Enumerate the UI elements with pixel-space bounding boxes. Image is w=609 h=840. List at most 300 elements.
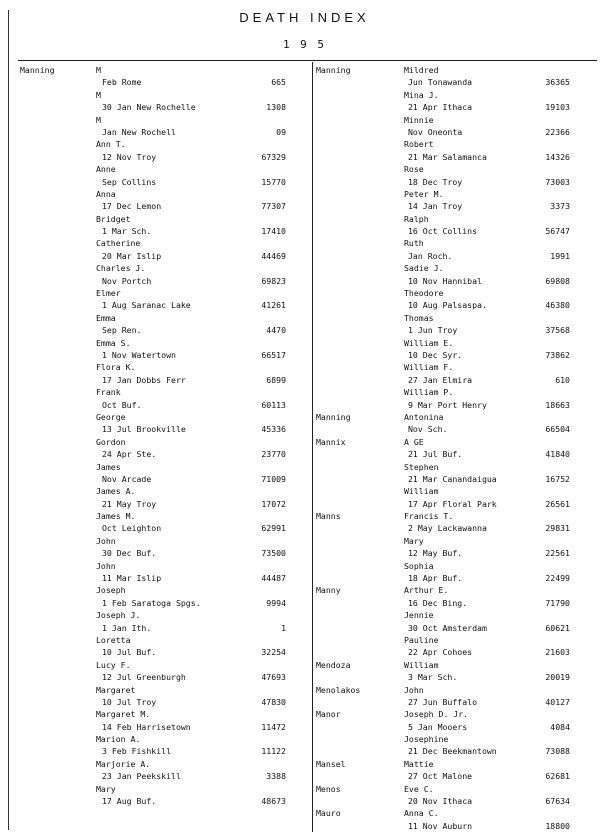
- index-entry: [316, 560, 598, 585]
- surname: Menolakos: [316, 684, 361, 695]
- date-place: 1 Jan Ith.: [102, 622, 152, 633]
- index-entry: [20, 237, 310, 262]
- given-name: Thomas: [404, 312, 434, 323]
- death-record: [20, 275, 310, 287]
- death-record: [316, 795, 598, 807]
- index-entry: [20, 337, 310, 362]
- death-record: [20, 423, 310, 435]
- given-name: John: [96, 560, 116, 571]
- certificate-number: 37568: [545, 325, 570, 336]
- death-record: [20, 200, 310, 212]
- certificate-number: 60113: [261, 399, 286, 410]
- death-record: [316, 646, 598, 658]
- surname: Manning: [20, 65, 55, 75]
- given-name: Joseph J.: [96, 610, 141, 621]
- index-entry: [20, 436, 310, 461]
- death-record: [20, 498, 310, 510]
- death-record: [20, 721, 310, 733]
- given-name: Marion A.: [96, 734, 141, 745]
- date-place: Nov Oneonta: [408, 126, 463, 137]
- death-record: [316, 622, 598, 634]
- certificate-number: 46380: [545, 300, 570, 311]
- surname: Manor: [316, 709, 341, 720]
- given-name: John: [404, 684, 424, 695]
- date-place: 5 Jan Mooers: [408, 721, 468, 732]
- death-record: [316, 498, 598, 510]
- date-place: Sep Collins: [102, 176, 157, 187]
- index-entry: [20, 287, 310, 312]
- date-place: 17 Jan Dobbs Ferr: [102, 374, 186, 385]
- index-entry: [316, 609, 598, 634]
- date-place: 9 Mar Port Henry: [408, 399, 487, 410]
- certificate-number: 11122: [261, 746, 286, 757]
- index-entry: [316, 708, 598, 733]
- death-record: [316, 547, 598, 559]
- date-place: 21 May Troy: [102, 498, 157, 509]
- given-name: Peter M.: [404, 188, 444, 199]
- death-record: [20, 473, 310, 485]
- given-name: Gordon: [96, 436, 126, 447]
- death-record: [20, 745, 310, 757]
- certificate-number: 17410: [261, 226, 286, 237]
- certificate-number: 14326: [545, 151, 570, 162]
- date-place: 12 Nov Troy: [102, 151, 157, 162]
- certificate-number: 17072: [261, 498, 286, 509]
- given-name: Joseph D. Jr.: [404, 709, 469, 720]
- surname: Manning: [316, 65, 351, 75]
- given-name: Joseph: [96, 585, 126, 596]
- date-place: 27 Jan Elmira: [408, 374, 473, 385]
- death-record: [20, 795, 310, 807]
- date-place: Sep Ren.: [102, 325, 142, 336]
- death-record: [316, 275, 598, 287]
- given-name: John: [96, 535, 116, 546]
- given-name: Charles J.: [96, 263, 146, 274]
- certificate-number: 22499: [545, 573, 570, 584]
- given-name: William E.: [404, 337, 454, 348]
- death-record: [20, 399, 310, 411]
- given-name: George: [96, 411, 126, 422]
- given-name: Robert: [404, 139, 434, 150]
- date-place: 10 Jul Buf.: [102, 647, 157, 658]
- certificate-number: 40127: [545, 696, 570, 707]
- death-record: [316, 299, 598, 311]
- certificate-number: 1: [281, 622, 286, 633]
- certificate-number: 62991: [261, 523, 286, 534]
- date-place: 16 Oct Collins: [408, 226, 478, 237]
- given-name: Eve C.: [404, 783, 434, 794]
- certificate-number: 22561: [545, 548, 570, 559]
- certificate-number: 29831: [545, 523, 570, 534]
- death-record: [316, 176, 598, 188]
- death-record: [316, 324, 598, 336]
- death-record: [316, 448, 598, 460]
- index-entry: [316, 411, 598, 436]
- certificate-number: 32254: [261, 647, 286, 658]
- date-place: 1 Aug Saranac Lake: [102, 300, 191, 311]
- certificate-number: 66504: [545, 424, 570, 435]
- column-divider: [312, 62, 313, 832]
- death-record: [20, 448, 310, 460]
- index-entry: [316, 461, 598, 486]
- index-entry: [316, 386, 598, 411]
- index-entry: [316, 89, 598, 114]
- certificate-number: 41840: [545, 449, 570, 460]
- death-record: [20, 349, 310, 361]
- index-entry: [20, 386, 310, 411]
- death-record: [316, 101, 598, 113]
- index-entry: [20, 560, 310, 585]
- death-record: [20, 176, 310, 188]
- date-place: 17 Apr Floral Park: [408, 498, 497, 509]
- surname: Mannix: [316, 436, 346, 447]
- given-name: Catherine: [96, 238, 141, 249]
- index-entry: [316, 287, 598, 312]
- death-record: [316, 250, 598, 262]
- certificate-number: 67329: [261, 151, 286, 162]
- index-entry: [20, 461, 310, 486]
- certificate-number: 09: [276, 126, 286, 137]
- index-entry: [20, 733, 310, 758]
- given-name: Mina J.: [404, 89, 439, 100]
- certificate-number: 1308: [266, 102, 286, 113]
- index-entry: [20, 485, 310, 510]
- given-name: Anne: [96, 164, 116, 175]
- surname: Manns: [316, 511, 341, 522]
- left-column: [20, 64, 310, 807]
- certificate-number: 23770: [261, 449, 286, 460]
- death-record: [20, 151, 310, 163]
- date-place: 10 Dec Syr.: [408, 349, 463, 360]
- certificate-number: 665: [271, 77, 286, 88]
- certificate-number: 18800: [545, 820, 570, 831]
- given-name: Frank: [96, 387, 121, 398]
- death-record: [20, 250, 310, 262]
- certificate-number: 9994: [266, 597, 286, 608]
- index-entry: [316, 535, 598, 560]
- index-entry: [316, 262, 598, 287]
- date-place: 1 Jun Troy: [408, 325, 458, 336]
- given-name: Ralph: [404, 213, 429, 224]
- surname: Menos: [316, 783, 341, 794]
- certificate-number: 3373: [550, 201, 570, 212]
- given-name: Mattie: [404, 758, 434, 769]
- death-record: [20, 76, 310, 88]
- date-place: Oct Leighton: [102, 523, 162, 534]
- date-place: 21 Jul Buf.: [408, 449, 463, 460]
- death-record: [316, 399, 598, 411]
- index-entry: [20, 609, 310, 634]
- index-entry: [20, 114, 310, 139]
- index-entry: [316, 188, 598, 213]
- death-record: [316, 76, 598, 88]
- death-record: [20, 126, 310, 138]
- given-name: Ann T.: [96, 139, 126, 150]
- index-entry: [316, 510, 598, 535]
- date-place: 1 Nov Watertown: [102, 349, 176, 360]
- date-place: 21 Mar Canandaigua: [408, 473, 497, 484]
- certificate-number: 610: [555, 374, 570, 385]
- date-place: 1 Mar Sch.: [102, 226, 152, 237]
- index-entry: [20, 535, 310, 560]
- surname: Mansel: [316, 758, 346, 769]
- given-name: William P.: [404, 387, 454, 398]
- death-record: [316, 225, 598, 237]
- certificate-number: 69808: [545, 275, 570, 286]
- date-place: 11 Mar Islip: [102, 573, 162, 584]
- date-place: 20 Nov Ithaca: [408, 796, 473, 807]
- certificate-number: 67634: [545, 796, 570, 807]
- certificate-number: 44487: [261, 573, 286, 584]
- index-entry: [20, 138, 310, 163]
- date-place: 18 Apr Buf.: [408, 573, 463, 584]
- date-place: 30 Oct Amsterdam: [408, 622, 487, 633]
- death-record: [316, 200, 598, 212]
- given-name: Pauline: [404, 634, 439, 645]
- index-entry: [316, 783, 598, 808]
- index-entry: [20, 361, 310, 386]
- given-name: Francis T.: [404, 511, 454, 522]
- surname: Mauro: [316, 808, 341, 819]
- certificate-number: 71790: [545, 597, 570, 608]
- index-entry: [316, 163, 598, 188]
- date-place: 17 Dec Lemon: [102, 201, 162, 212]
- given-name: Flora K.: [96, 362, 136, 373]
- certificate-number: 4084: [550, 721, 570, 732]
- index-entry: [316, 733, 598, 758]
- given-name: Ruth: [404, 238, 424, 249]
- death-record: [316, 745, 598, 757]
- death-record: [316, 473, 598, 485]
- given-name: Margaret: [96, 684, 136, 695]
- date-place: 27 Oct Malone: [408, 771, 473, 782]
- index-entry: [20, 213, 310, 238]
- given-name: Emma: [96, 312, 116, 323]
- certificate-number: 77307: [261, 201, 286, 212]
- given-name: James A.: [96, 486, 136, 497]
- index-entry: [20, 188, 310, 213]
- death-record: [20, 671, 310, 683]
- certificate-number: 4470: [266, 325, 286, 336]
- death-record: [20, 696, 310, 708]
- given-name: Rose: [404, 164, 424, 175]
- given-name: Arthur E.: [404, 585, 449, 596]
- index-entry: [316, 485, 598, 510]
- certificate-number: 19103: [545, 102, 570, 113]
- certificate-number: 73862: [545, 349, 570, 360]
- death-record: [20, 101, 310, 113]
- death-record: [316, 597, 598, 609]
- given-name: Mary: [96, 783, 116, 794]
- given-name: Loretta: [96, 634, 131, 645]
- given-name: M: [96, 114, 101, 125]
- given-name: Margaret M.: [96, 709, 151, 720]
- page-edge-line: [8, 10, 9, 830]
- death-record: [316, 820, 598, 832]
- death-record: [20, 374, 310, 386]
- certificate-number: 69823: [261, 275, 286, 286]
- date-place: 21 Mar Salamanca: [408, 151, 487, 162]
- date-place: 1 Feb Saratoga Spgs.: [102, 597, 201, 608]
- certificate-number: 36365: [545, 77, 570, 88]
- death-record: [20, 572, 310, 584]
- index-entry: [20, 89, 310, 114]
- given-name: Josephine: [404, 734, 449, 745]
- index-entry: [20, 684, 310, 709]
- death-record: [20, 522, 310, 534]
- date-place: 3 Mar Sch.: [408, 672, 458, 683]
- certificate-number: 71009: [261, 473, 286, 484]
- given-name: Stephen: [404, 461, 439, 472]
- index-entry: [316, 659, 598, 684]
- certificate-number: 1991: [550, 250, 570, 261]
- death-record: [20, 770, 310, 782]
- death-record: [316, 671, 598, 683]
- certificate-number: 15770: [261, 176, 286, 187]
- given-name: Bridget: [96, 213, 131, 224]
- certificate-number: 21603: [545, 647, 570, 658]
- index-entry: [316, 634, 598, 659]
- index-entry: [20, 758, 310, 783]
- index-entry: [316, 237, 598, 262]
- date-place: 10 Nov Hannibal: [408, 275, 482, 286]
- death-record: [316, 522, 598, 534]
- date-place: 18 Dec Troy: [408, 176, 463, 187]
- date-place: 13 Jul Brookville: [102, 424, 186, 435]
- certificate-number: 44469: [261, 250, 286, 261]
- certificate-number: 3388: [266, 771, 286, 782]
- index-entry: [316, 807, 598, 832]
- certificate-number: 73500: [261, 548, 286, 559]
- index-entry: [20, 783, 310, 808]
- given-name: M: [96, 65, 101, 75]
- death-record: [316, 696, 598, 708]
- index-entry: [316, 584, 598, 609]
- certificate-number: 73003: [545, 176, 570, 187]
- given-name: Sophia: [404, 560, 434, 571]
- certificate-number: 16752: [545, 473, 570, 484]
- index-entry: [316, 436, 598, 461]
- date-place: 22 Apr Cohoes: [408, 647, 473, 658]
- date-place: 27 Jun Buffalo: [408, 696, 478, 707]
- date-place: Nov Sch.: [408, 424, 448, 435]
- date-place: 10 Aug Palsaspa.: [408, 300, 487, 311]
- index-entry: [20, 163, 310, 188]
- index-entry: [20, 262, 310, 287]
- certificate-number: 18663: [545, 399, 570, 410]
- given-name: Antonina: [404, 411, 444, 422]
- index-entry: [316, 64, 598, 89]
- death-record: [20, 547, 310, 559]
- death-record: [20, 225, 310, 237]
- index-entry: [316, 312, 598, 337]
- certificate-number: 26561: [545, 498, 570, 509]
- index-entry: [316, 684, 598, 709]
- given-name: Anna: [96, 188, 116, 199]
- date-place: 3 Feb Fishkill: [102, 746, 172, 757]
- death-record: [316, 151, 598, 163]
- index-entry: [20, 510, 310, 535]
- death-record: [316, 721, 598, 733]
- date-place: 16 Dec Bing.: [408, 597, 468, 608]
- death-record: [316, 770, 598, 782]
- given-name: William: [404, 659, 439, 670]
- date-place: 21 Apr Ithaca: [408, 102, 473, 113]
- index-entry: [316, 337, 598, 362]
- given-name: William: [404, 486, 439, 497]
- date-place: 12 Jul Greenburgh: [102, 672, 186, 683]
- index-entry: [316, 758, 598, 783]
- date-place: 14 Feb Harrisetown: [102, 721, 191, 732]
- date-place: 14 Jan Troy: [408, 201, 463, 212]
- given-name: William F.: [404, 362, 454, 373]
- date-place: Jan Roch.: [408, 250, 453, 261]
- certificate-number: 62681: [545, 771, 570, 782]
- death-record: [20, 646, 310, 658]
- given-name: M: [96, 89, 101, 100]
- index-entry: [316, 138, 598, 163]
- surname: Mendoza: [316, 659, 351, 670]
- certificate-number: 22366: [545, 126, 570, 137]
- surname: Manny: [316, 585, 341, 596]
- date-place: 2 May Lackawanna: [408, 523, 487, 534]
- certificate-number: 11472: [261, 721, 286, 732]
- certificate-number: 41261: [261, 300, 286, 311]
- certificate-number: 20019: [545, 672, 570, 683]
- given-name: A GE: [404, 436, 424, 447]
- given-name: Marjorie A.: [96, 758, 151, 769]
- index-year: 1 9 5: [282, 38, 327, 51]
- death-record: [316, 572, 598, 584]
- index-entry: [20, 64, 310, 89]
- given-name: Theodore: [404, 288, 444, 299]
- date-place: 30 Jan New Rochelle: [102, 102, 196, 113]
- index-entry: [20, 411, 310, 436]
- date-place: 17 Aug Buf.: [102, 796, 157, 807]
- date-place: Nov Arcade: [102, 473, 152, 484]
- certificate-number: 45336: [261, 424, 286, 435]
- given-name: Mildred: [404, 65, 439, 75]
- date-place: Jan New Rochell: [102, 126, 176, 137]
- certificate-number: 73088: [545, 746, 570, 757]
- given-name: Emma S.: [96, 337, 131, 348]
- death-record: [20, 597, 310, 609]
- date-place: 30 Dec Buf.: [102, 548, 157, 559]
- certificate-number: 47830: [261, 696, 286, 707]
- date-place: 24 Apr Ste.: [102, 449, 157, 460]
- date-place: 11 Nov Auburn: [408, 820, 473, 831]
- certificate-number: 66517: [261, 349, 286, 360]
- death-record: [316, 423, 598, 435]
- date-place: 21 Dec Beekmantown: [408, 746, 497, 757]
- given-name: Anna C.: [404, 808, 439, 819]
- page-title: DEATH INDEX: [239, 10, 370, 25]
- given-name: Elmer: [96, 288, 121, 299]
- certificate-number: 47693: [261, 672, 286, 683]
- index-entry: [316, 361, 598, 386]
- given-name: James M.: [96, 511, 136, 522]
- date-place: 20 Mar Islip: [102, 250, 162, 261]
- given-name: Sadie J.: [404, 263, 444, 274]
- death-record: [20, 324, 310, 336]
- date-place: Jun Tonawanda: [408, 77, 473, 88]
- index-entry: [20, 659, 310, 684]
- surname: Manning: [316, 411, 351, 422]
- date-place: Nov Portch: [102, 275, 152, 286]
- certificate-number: 56747: [545, 226, 570, 237]
- index-entry: [316, 114, 598, 139]
- header-rule: [18, 60, 597, 61]
